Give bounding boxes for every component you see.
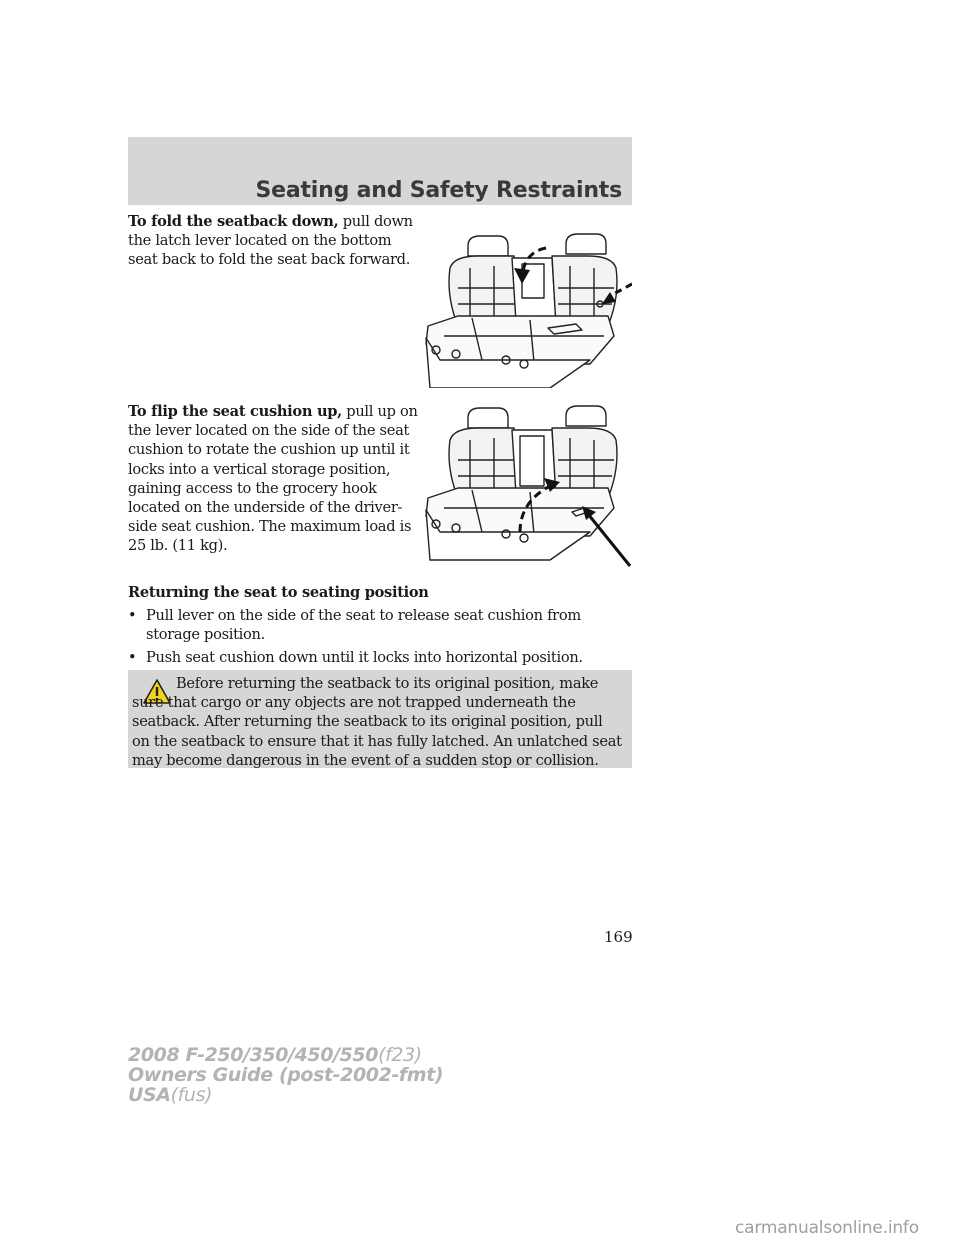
document-footer — [128, 1045, 443, 1105]
footer-guide: Owners Guide (post-2002-fmt) — [128, 1064, 444, 1086]
flip-cushion-lead: To flip the seat cushion up, — [128, 403, 342, 420]
fold-seatback-paragraph — [128, 212, 418, 270]
warning-box — [128, 670, 632, 768]
footer-model-code: (f23) — [378, 1044, 422, 1066]
flip-cushion-paragraph — [128, 402, 418, 556]
bullet-text: Push seat cushion down until it locks into horizontal position. — [146, 649, 583, 666]
bullet-text: Pull lever on the side of the seat to release seat cushion from storage position. — [146, 607, 581, 644]
returning-heading: Returning the seat to seating position — [128, 584, 429, 601]
bullet-mark: • — [128, 607, 137, 624]
footer-market-code: (fus) — [170, 1084, 213, 1106]
fold-seatback-body: pull down the latch lever located on the bottom seat back to fold the seat back forward. — [128, 213, 413, 269]
section-header — [128, 137, 632, 205]
footer-market: USA — [128, 1084, 171, 1106]
section-title: Seating and Safety Restraints — [255, 178, 622, 203]
page-number: 169 — [604, 928, 633, 946]
bullet-mark: • — [128, 649, 137, 666]
fold-seatback-lead: To fold the seatback down, — [128, 213, 339, 230]
cushion-flip-illustration — [420, 400, 632, 570]
warning-text: Before returning the seatback to its original position, make sure that cargo or any objects are not trapped underneath the seatback. After returning the seatback to its original position, pull on the seatback to ensure that it has fully latched. An unlatched seat may become dangerous in the event of a sudden stop or collision. — [132, 675, 622, 769]
flip-cushion-body: pull up on the lever located on the side of the seat cushion to rotate the cushion up until it locks into a vertical storage position, gaining access to the grocery hook located on the underside of the driver-side seat cushion. The maximum load is 25 lb. (11 kg). — [128, 403, 418, 555]
footer-model: 2008 F-250/350/450/550 — [128, 1044, 379, 1066]
watermark-link[interactable]: carmanualsonline.info — [735, 1218, 919, 1238]
seatback-fold-illustration — [420, 228, 632, 388]
